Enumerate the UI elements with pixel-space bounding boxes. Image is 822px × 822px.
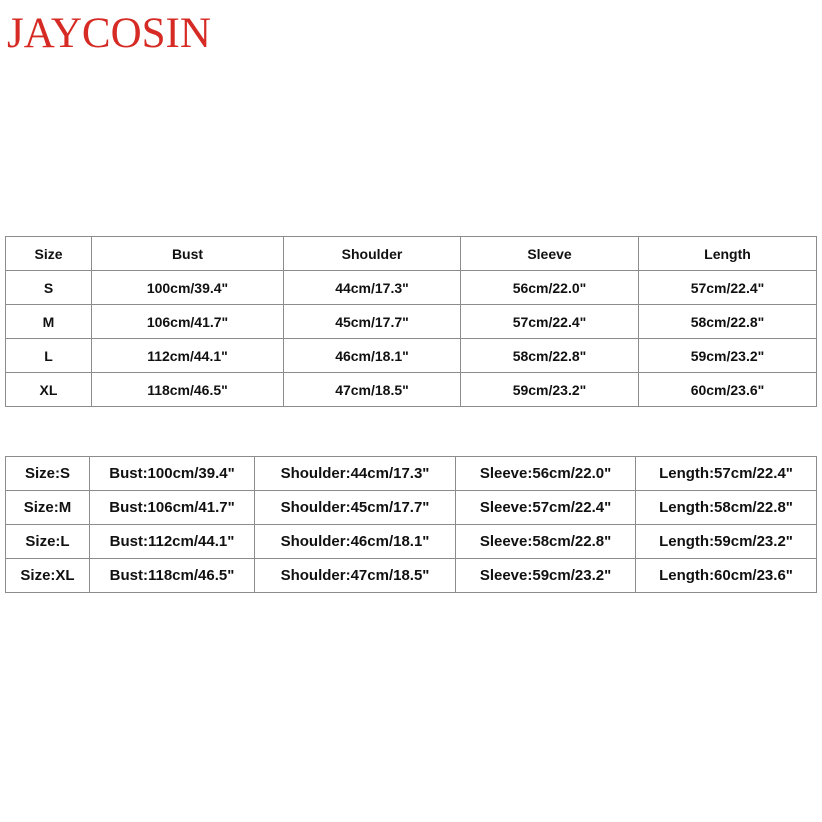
table-cell: Bust:106cm/41.7" — [90, 491, 255, 525]
table-cell: 44cm/17.3" — [284, 271, 461, 305]
table-cell: Bust:112cm/44.1" — [90, 525, 255, 559]
table-cell: Length:58cm/22.8" — [636, 491, 817, 525]
header-cell: Shoulder — [284, 237, 461, 271]
table-cell: 46cm/18.1" — [284, 339, 461, 373]
table-cell: 57cm/22.4" — [461, 305, 639, 339]
table-cell: Sleeve:57cm/22.4" — [456, 491, 636, 525]
table-cell: Shoulder:44cm/17.3" — [255, 457, 456, 491]
header-cell: Bust — [92, 237, 284, 271]
table-cell: 118cm/46.5" — [92, 373, 284, 407]
table-cell: Length:57cm/22.4" — [636, 457, 817, 491]
table-cell: 112cm/44.1" — [92, 339, 284, 373]
size-list-table — [5, 456, 817, 593]
table-cell: Shoulder:47cm/18.5" — [255, 559, 456, 593]
table-cell: Sleeve:56cm/22.0" — [456, 457, 636, 491]
table-cell: 57cm/22.4" — [639, 271, 817, 305]
header-cell: Length — [639, 237, 817, 271]
table-cell: Bust:100cm/39.4" — [90, 457, 255, 491]
table-cell: 58cm/22.8" — [639, 305, 817, 339]
table-cell: Size:XL — [6, 559, 90, 593]
header-cell: Size — [6, 237, 92, 271]
table-row — [6, 271, 817, 305]
table-cell: Length:59cm/23.2" — [636, 525, 817, 559]
table-cell: 56cm/22.0" — [461, 271, 639, 305]
table-cell: 106cm/41.7" — [92, 305, 284, 339]
table-cell: Shoulder:45cm/17.7" — [255, 491, 456, 525]
table-cell: Shoulder:46cm/18.1" — [255, 525, 456, 559]
table-cell: 59cm/23.2" — [639, 339, 817, 373]
table-row — [6, 491, 817, 525]
table-row — [6, 305, 817, 339]
table-cell: Size:S — [6, 457, 90, 491]
header-cell: Sleeve — [461, 237, 639, 271]
table-cell: 100cm/39.4" — [92, 271, 284, 305]
table-cell: 47cm/18.5" — [284, 373, 461, 407]
table-header-row — [6, 237, 817, 271]
table-cell: S — [6, 271, 92, 305]
table-row — [6, 559, 817, 593]
table-cell: Size:L — [6, 525, 90, 559]
table-cell: 59cm/23.2" — [461, 373, 639, 407]
table-cell: Sleeve:58cm/22.8" — [456, 525, 636, 559]
table-row — [6, 373, 817, 407]
table-cell: 58cm/22.8" — [461, 339, 639, 373]
table-cell: Size:M — [6, 491, 90, 525]
table-cell: XL — [6, 373, 92, 407]
table-row — [6, 525, 817, 559]
size-chart-table — [5, 236, 817, 407]
table-cell: 60cm/23.6" — [639, 373, 817, 407]
table-cell: M — [6, 305, 92, 339]
table-row — [6, 457, 817, 491]
table-cell: 45cm/17.7" — [284, 305, 461, 339]
table-cell: Sleeve:59cm/23.2" — [456, 559, 636, 593]
table-cell: Bust:118cm/46.5" — [90, 559, 255, 593]
table-cell: L — [6, 339, 92, 373]
table-row — [6, 339, 817, 373]
brand-logo: JAYCOSIN — [7, 10, 211, 57]
table-cell: Length:60cm/23.6" — [636, 559, 817, 593]
